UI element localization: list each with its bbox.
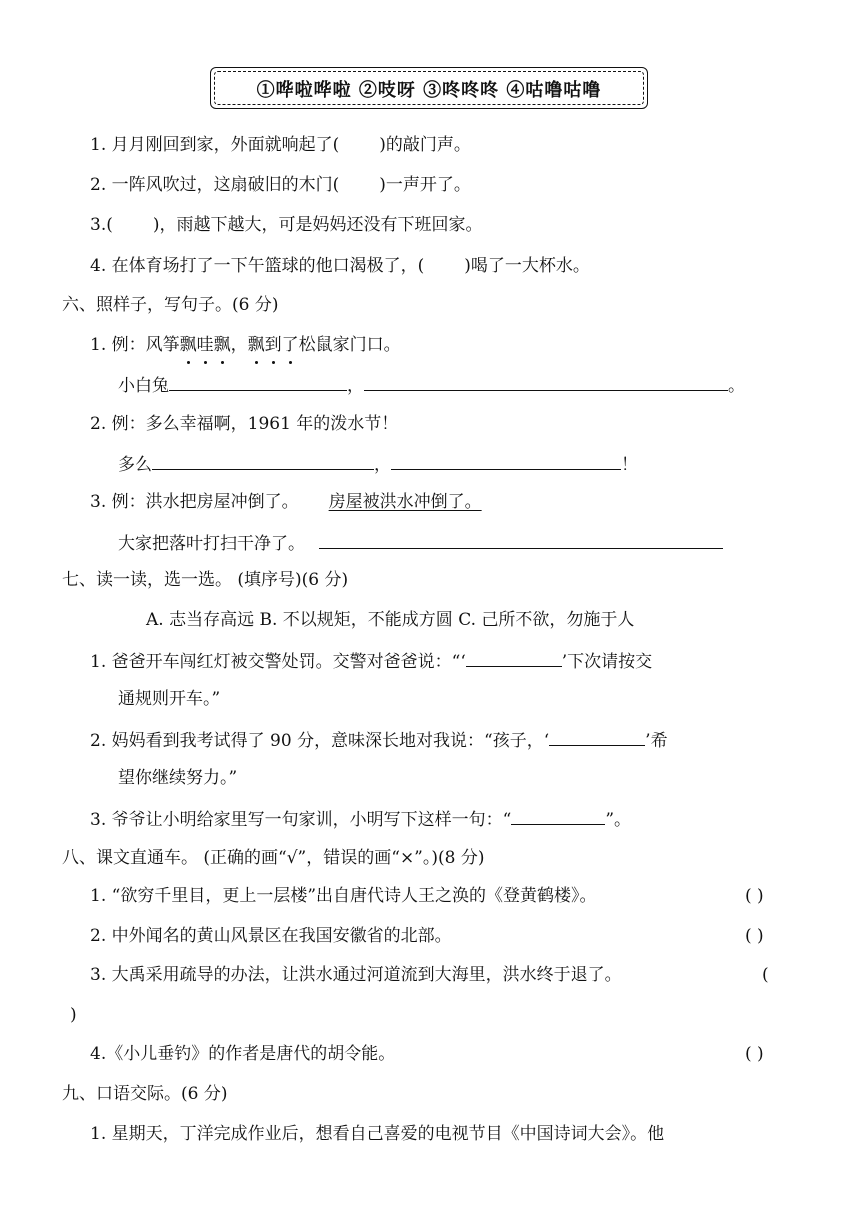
answer-blank[interactable] — [466, 648, 562, 667]
answer-blank[interactable] — [152, 451, 374, 470]
answer-paren[interactable]: ( ) — [745, 1044, 764, 1064]
s8-question-2: 2. 中外闻名的黄山风景区在我国安徽省的北部。 — [90, 926, 452, 946]
dotted-char: 到 — [264, 335, 282, 355]
answer-blank[interactable] — [169, 372, 347, 391]
answer-blank[interactable] — [319, 530, 723, 549]
s8-question-3: 3. 大禹采用疏导的办法，让洪水通过河道流到大海里，洪水终于退了。 — [90, 965, 622, 985]
s7-question-1: 1. 爸爸开车闯红灯被交警处罚。交警对爸爸说：“‘ ’下次请按交 — [90, 648, 652, 674]
answer-blank[interactable] — [364, 372, 728, 391]
section-7-title: 七、读一读，选一选。 (填序号)(6 分) — [62, 570, 349, 590]
answer-blank[interactable] — [549, 727, 645, 746]
s6-answer-2: 多么 ， ！ — [118, 451, 638, 477]
s7-options: A. 志当存高远 B. 不以规矩，不能成方圆 C. 己所不欲，勿施于人 — [146, 610, 635, 630]
s8-question-4: 4.《小儿垂钓》的作者是唐代的胡令能。 — [90, 1044, 396, 1064]
answer-paren-open[interactable]: ( — [762, 965, 769, 985]
answer-paren[interactable]: ( ) — [745, 926, 764, 946]
section-6-title: 六、照样子，写句子。(6 分) — [62, 295, 279, 315]
s9-question-1: 1. 星期天，丁洋完成作业后，想看自己喜爱的电视节目《中国诗词大会》。他 — [90, 1124, 665, 1144]
section-9-title: 九、口语交际。(6 分) — [62, 1084, 228, 1104]
answer-paren[interactable]: ( ) — [745, 886, 764, 906]
s6-answer-3: 大家把落叶打扫干净了。 — [118, 530, 723, 556]
s5-question-1: 1. 月月刚回到家，外面就响起了( )的敲门声。 — [90, 135, 471, 155]
s5-question-2: 2. 一阵风吹过，这扇破旧的木门( )一声开了。 — [90, 175, 471, 195]
s8-question-1: 1. “欲穷千里目，更上一层楼”出自唐代诗人王之涣的《登黄鹤楼》。 — [90, 886, 597, 906]
section-8-title: 八、课文直通车。 (正确的画“√”，错误的画“×”。)(8 分) — [62, 848, 485, 868]
s7-question-2-cont: 望你继续努力。” — [118, 768, 238, 788]
dotted-char: 了 — [281, 335, 299, 355]
word-bank-text: ①哗啦哗啦 ②吱呀 ③咚咚咚 ④咕噜咕噜 — [256, 80, 602, 101]
s7-question-2: 2. 妈妈看到我考试得了 90 分，意味深长地对我说：“孩子，‘ ’希 — [90, 727, 668, 753]
dotted-char: 飘 — [213, 335, 231, 355]
dotted-char: 哇 — [196, 335, 214, 355]
answer-paren-close[interactable]: ) — [70, 1005, 77, 1025]
dotted-char: 飘 — [179, 335, 197, 355]
s5-question-4: 4. 在体育场打了一下午篮球的他口渴极了，( )喝了一大杯水。 — [90, 256, 590, 276]
s5-question-3: 3.( )，雨越下越大，可是妈妈还没有下班回家。 — [90, 215, 483, 235]
word-bank-box — [210, 67, 648, 109]
s6-question-3: 3. 例：洪水把房屋冲倒了。 房屋被洪水冲倒了。 — [90, 492, 482, 512]
dotted-char: 飘 — [247, 335, 265, 355]
s7-question-3: 3. 爷爷让小明给家里写一句家训，小明写下这样一句：“ ”。 — [90, 806, 631, 832]
answer-blank[interactable] — [391, 451, 621, 470]
s6-answer-1: 小白兔 ， 。 — [118, 372, 745, 398]
s6-question-2: 2. 例：多么幸福啊，1961 年的泼水节！ — [90, 414, 399, 434]
example-answer: 房屋被洪水冲倒了。 — [328, 492, 482, 512]
s6-question-1: 1. 例：风筝飘哇飘，飘到了松鼠家门口。 — [90, 335, 401, 355]
s7-question-1-cont: 通规则开车。” — [118, 689, 221, 709]
answer-blank[interactable] — [511, 806, 605, 825]
